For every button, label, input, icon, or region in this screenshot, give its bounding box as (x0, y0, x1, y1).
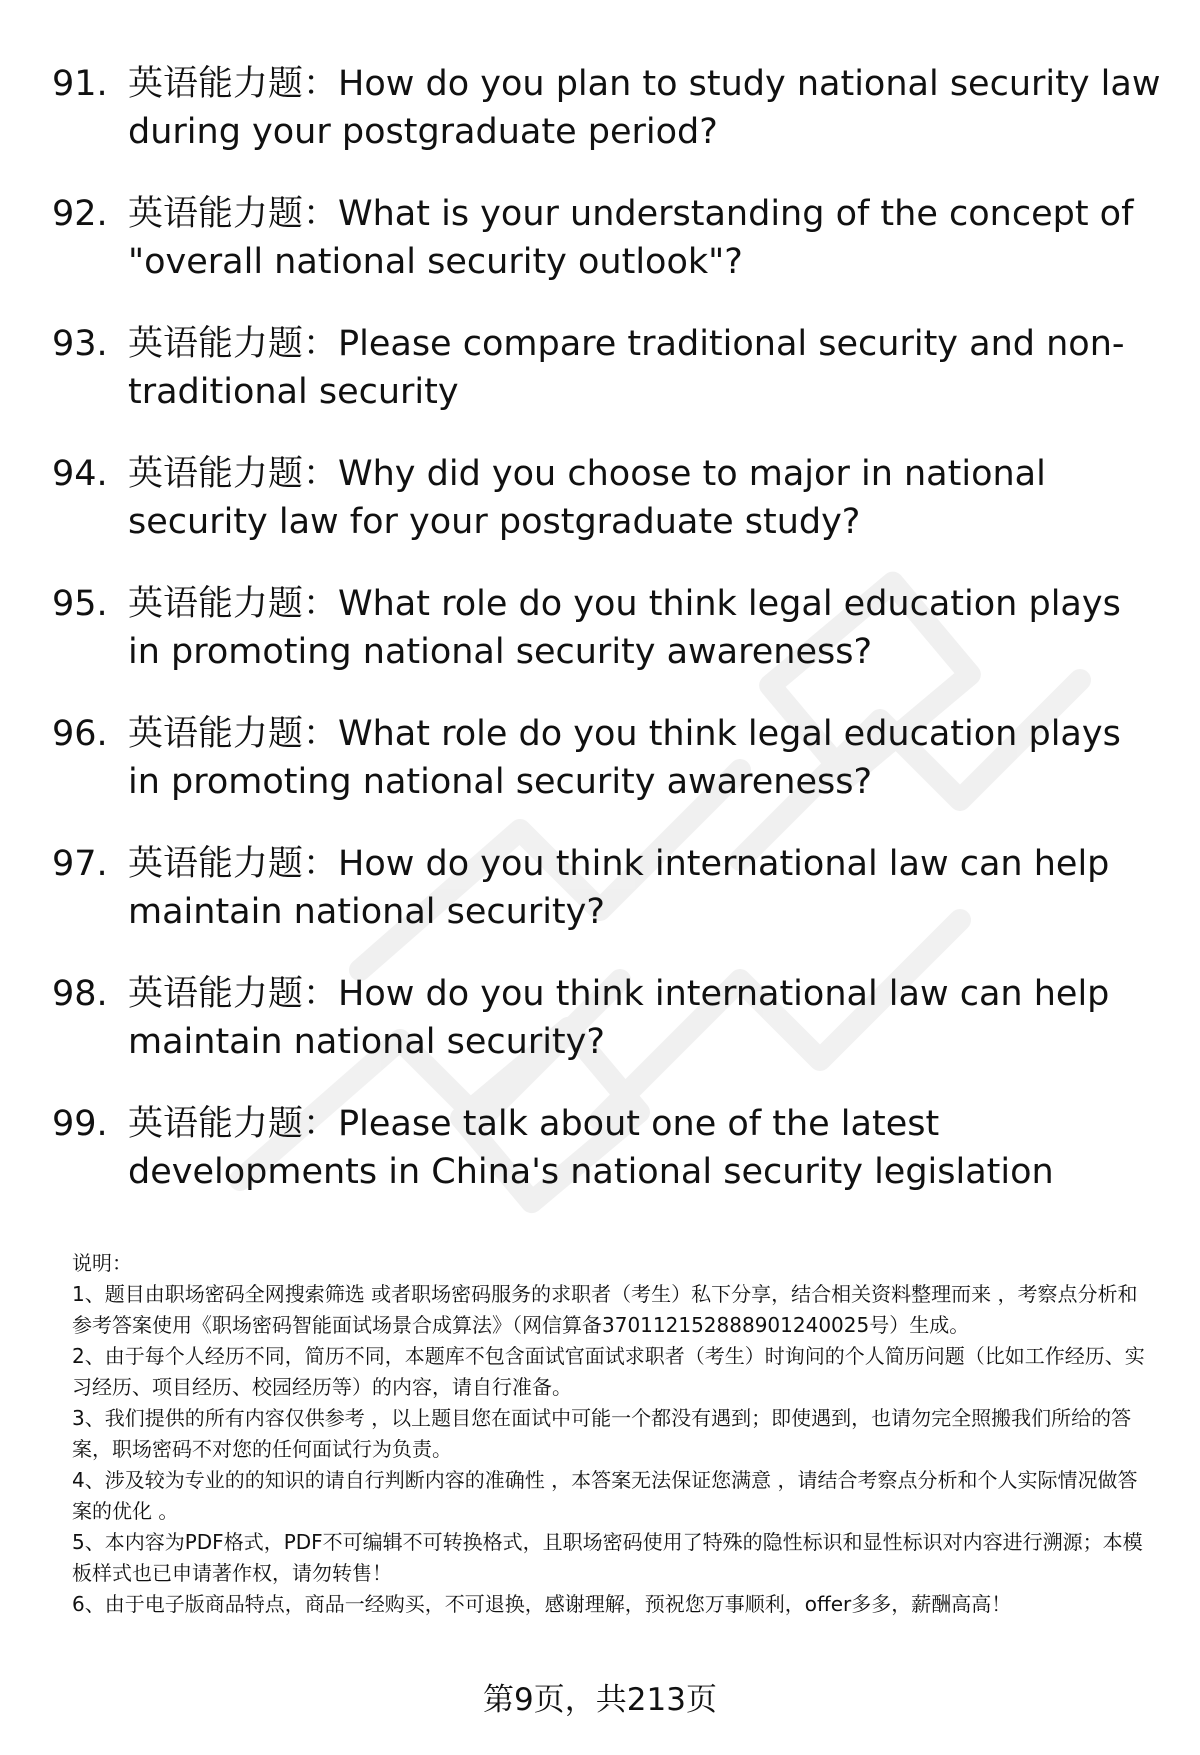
question-number: 98. (52, 974, 108, 1014)
question-number: 96. (52, 714, 108, 754)
question-text: What role do you think legal education plays in promoting national security awareness? (128, 584, 1121, 672)
note-item-3: 3、我们提供的所有内容仅供参考 ，以上题目您在面试中可能一个都没有遇到；即使遇到，也请勿完全照搬我们所给的答案，职场密码不对您的任何面试行为负责。 (72, 1406, 1132, 1461)
question-category: 英语能力题： (128, 714, 339, 754)
question-item-97 (52, 840, 1162, 936)
question-number: 93. (52, 324, 108, 364)
note-item-4: 4、涉及较为专业的的知识的请自行判断内容的准确性 ，本答案无法保证您满意 ，请结合考察点分析和个人实际情况做答案的优化 。 (72, 1468, 1138, 1523)
note-item-5: 5、本内容为PDF格式，PDF不可编辑不可转换格式，且职场密码使用了特殊的隐性标识和显性标识对内容进行溯源；本模板样式也已申请著作权，请勿转售！ (72, 1530, 1143, 1585)
question-list (52, 60, 1162, 1230)
question-item-99 (52, 1100, 1162, 1196)
question-text: How do you plan to study national security law during your postgraduate period? (128, 64, 1161, 152)
question-body (128, 320, 1162, 416)
question-body (128, 710, 1162, 806)
note-item-2: 2、由于每个人经历不同，简历不同，本题库不包含面试官面试求职者（考生）时询问的个人简历问题（比如工作经历、实习经历、项目经历、校园经历等）的内容，请自行准备。 (72, 1344, 1145, 1399)
note-item-1: 1、题目由职场密码全网搜索筛选 或者职场密码服务的求职者（考生）私下分享，结合相关资料整理而来 ，考察点分析和参考答案使用《职场密码智能面试场景合成算法》（网信算备370112152888901240025号）生成。 (72, 1282, 1138, 1337)
question-item-93 (52, 320, 1162, 416)
question-text: What is your understanding of the concept of "overall national security outlook"? (128, 194, 1134, 282)
question-category: 英语能力题： (128, 324, 339, 364)
page-number-footer: 第9页，共213页 (483, 1682, 717, 1718)
notes-section (72, 1248, 1152, 1620)
question-number: 99. (52, 1104, 108, 1144)
question-category: 英语能力题： (128, 194, 339, 234)
question-text: What role do you think legal education plays in promoting national security awareness? (128, 714, 1121, 802)
question-number: 94. (52, 454, 108, 494)
question-body (128, 580, 1162, 676)
question-body (128, 840, 1162, 936)
question-item-91 (52, 60, 1162, 156)
question-number: 92. (52, 194, 108, 234)
question-number: 97. (52, 844, 108, 884)
question-item-96 (52, 710, 1162, 806)
question-text: Please talk about one of the latest developments in China's national security legislation (128, 1104, 1054, 1192)
question-text: How do you think international law can help maintain national security? (128, 974, 1110, 1062)
question-category: 英语能力题： (128, 584, 339, 624)
question-number: 91. (52, 64, 108, 104)
question-body (128, 60, 1162, 156)
note-item-6: 6、由于电子版商品特点，商品一经购买，不可退换，感谢理解，预祝您万事顺利，offer多多，薪酬高高！ (72, 1592, 1012, 1616)
question-item-98 (52, 970, 1162, 1066)
question-body (128, 970, 1162, 1066)
question-item-95 (52, 580, 1162, 676)
question-category: 英语能力题： (128, 64, 339, 104)
question-text: Please compare traditional security and non-traditional security (128, 324, 1125, 412)
notes-title: 说明： (72, 1251, 132, 1275)
question-category: 英语能力题： (128, 974, 339, 1014)
question-text: Why did you choose to major in national security law for your postgraduate study? (128, 454, 1046, 542)
question-item-94 (52, 450, 1162, 546)
question-number: 95. (52, 584, 108, 624)
question-body (128, 1100, 1162, 1196)
question-item-92 (52, 190, 1162, 286)
question-body (128, 450, 1162, 546)
question-body (128, 190, 1162, 286)
question-category: 英语能力题： (128, 454, 339, 494)
question-category: 英语能力题： (128, 1104, 339, 1144)
question-category: 英语能力题： (128, 844, 339, 884)
question-text: How do you think international law can help maintain national security? (128, 844, 1110, 932)
